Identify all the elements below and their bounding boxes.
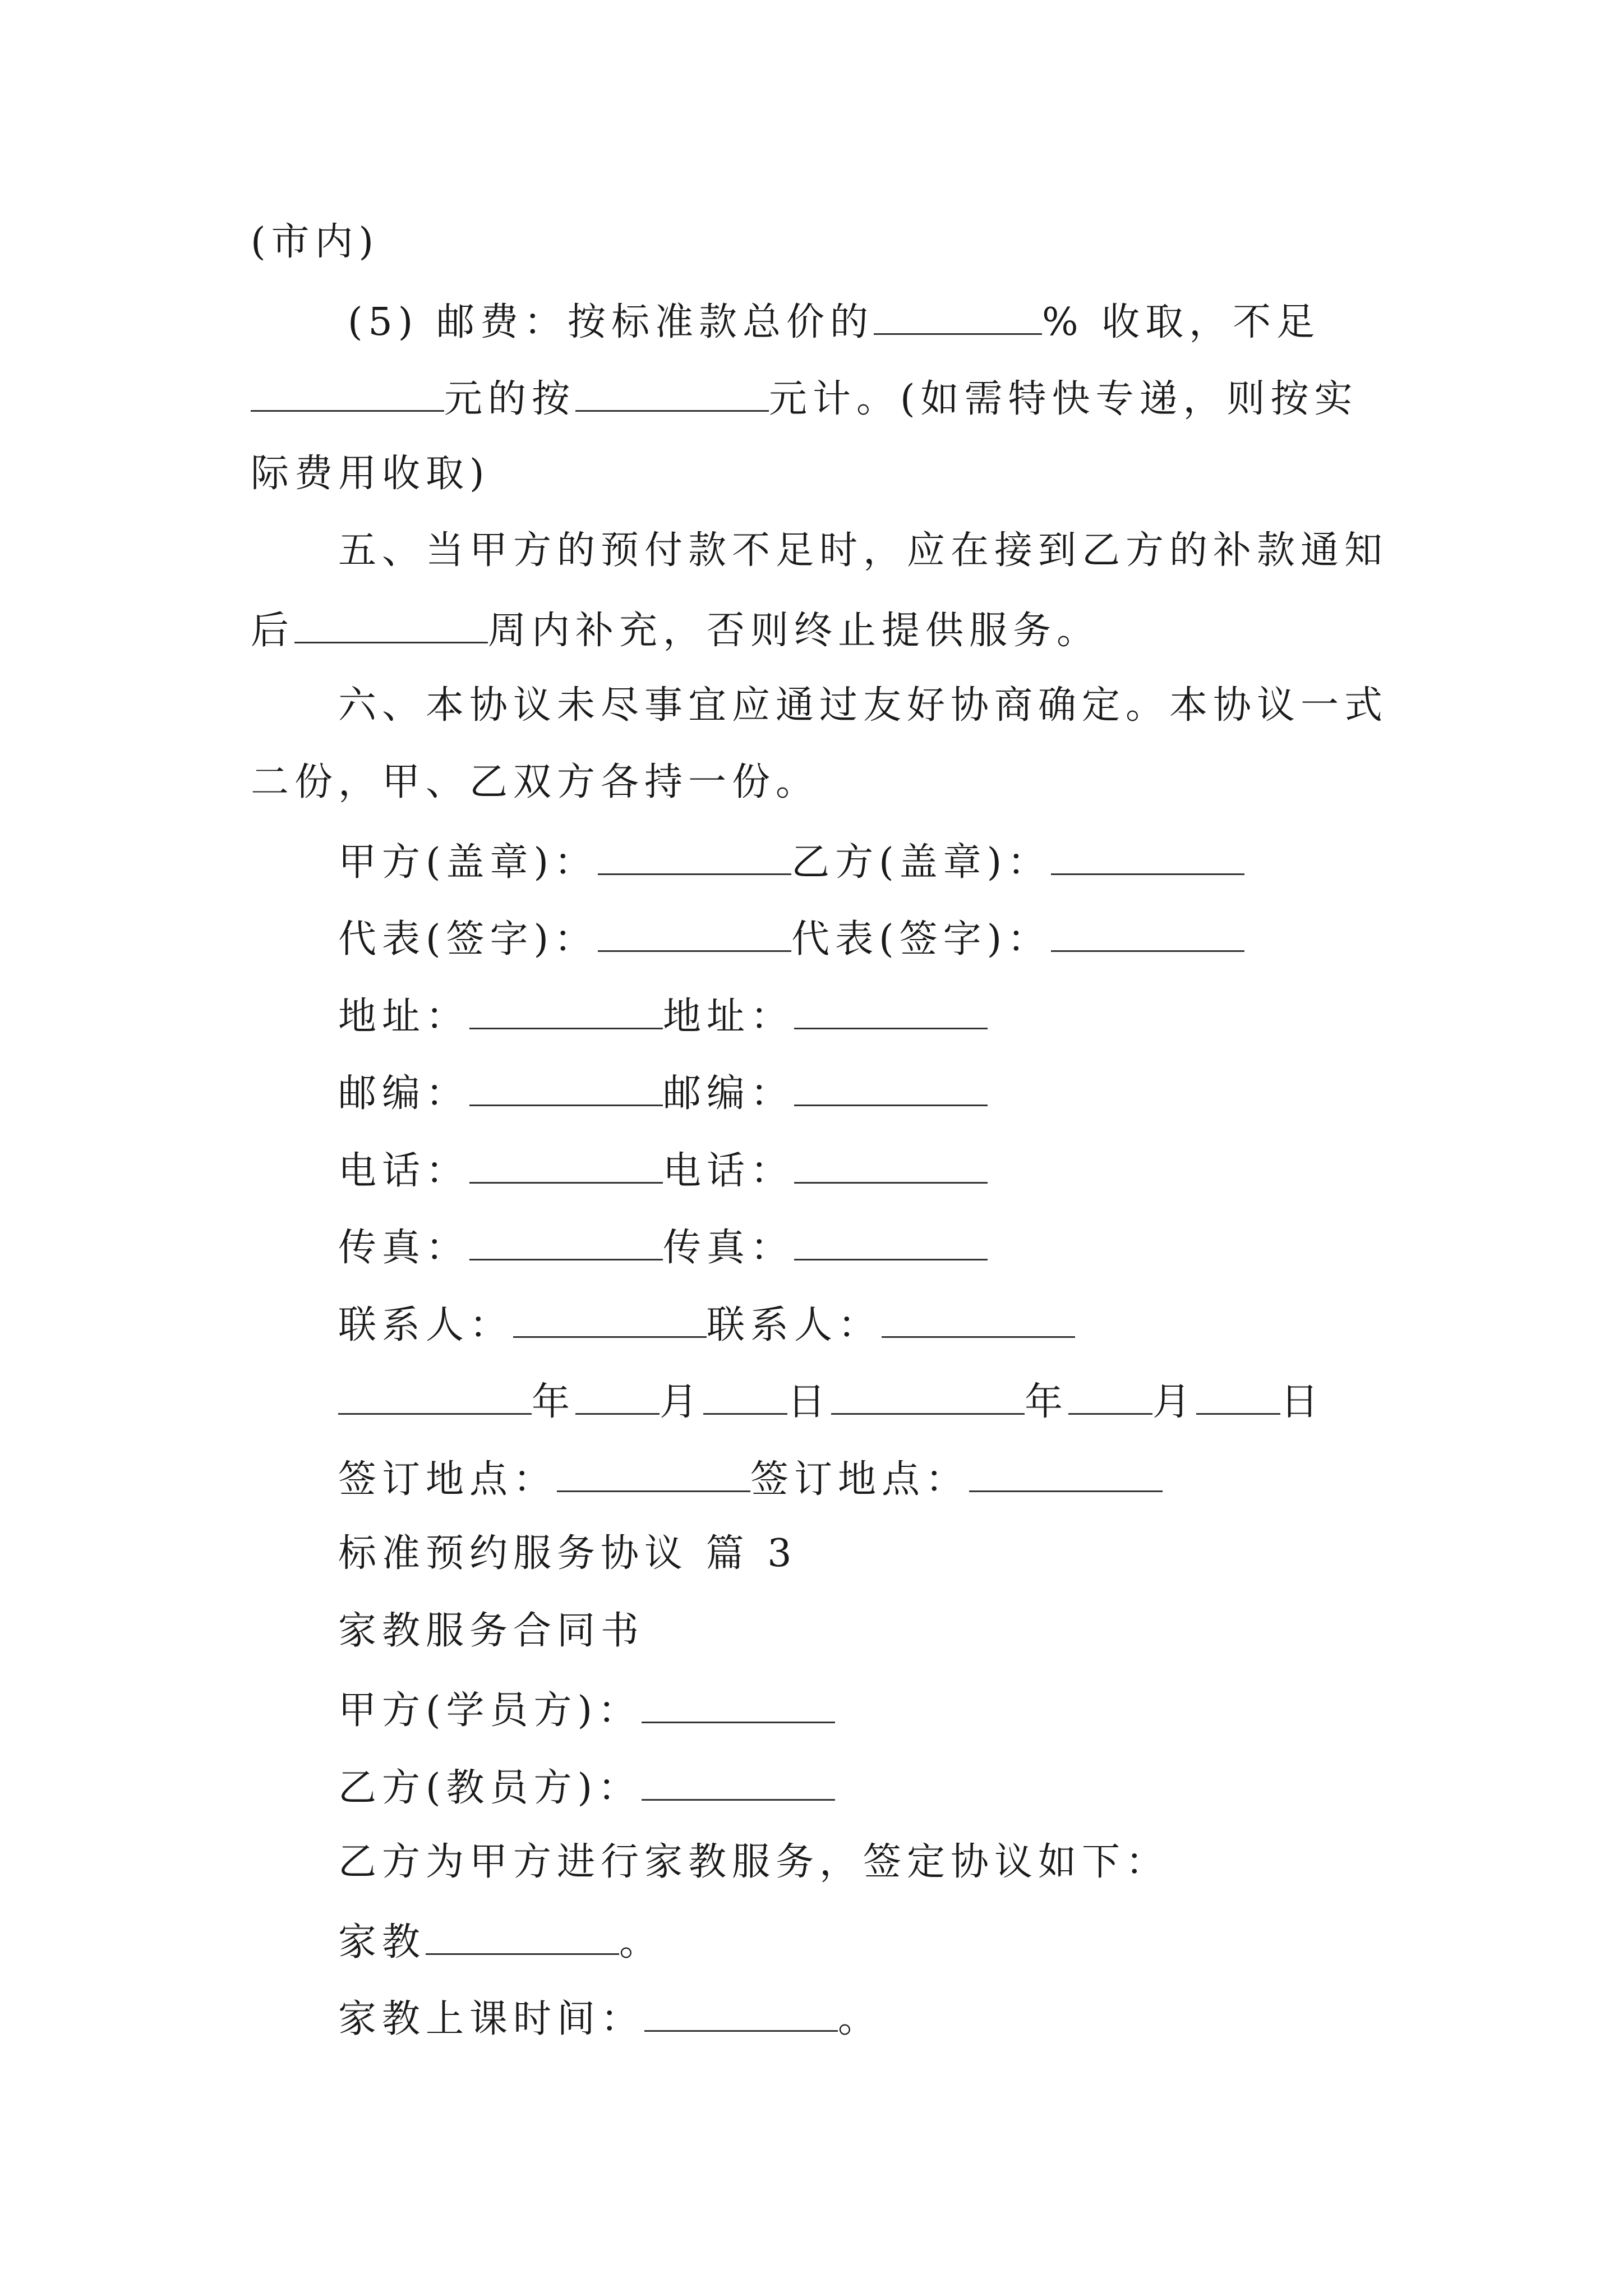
blank-field[interactable] <box>469 1226 663 1260</box>
label: 代表(签字)： <box>791 917 1052 961</box>
blank-field[interactable] <box>338 1381 532 1415</box>
blank-field[interactable] <box>794 1149 988 1184</box>
text: 二份，甲、乙双方各持一份。 <box>251 760 820 804</box>
blank-field[interactable] <box>557 1458 750 1492</box>
text: 标准预约服务协议 篇 3 <box>338 1531 797 1576</box>
text: 家教服务合同书 <box>338 1609 645 1653</box>
blank-field[interactable] <box>513 1304 707 1338</box>
doc-line-4 <box>251 452 490 496</box>
blank-field[interactable] <box>794 995 988 1029</box>
text: (5) 邮费：按标准款总价的 <box>348 300 874 344</box>
label: 签订地点： <box>338 1457 557 1502</box>
text: 后 <box>251 609 295 653</box>
doc-line-5 <box>338 528 1389 573</box>
section-title <box>338 1531 797 1576</box>
text: 元的按 <box>444 377 576 421</box>
label: 电话： <box>663 1149 795 1193</box>
tel-line <box>338 1149 988 1193</box>
text: 。 <box>619 1920 663 1964</box>
label: 代表(签字)： <box>338 917 598 961</box>
label: 月 <box>660 1380 704 1424</box>
blank-field[interactable] <box>294 609 488 643</box>
text: (市内) <box>251 220 380 264</box>
party-a-line <box>338 1688 835 1733</box>
doc-line-6 <box>251 609 1101 653</box>
blank-field[interactable] <box>1051 918 1244 952</box>
text: 五、当甲方的预付款不足时，应在接到乙方的补款通知 <box>338 528 1389 573</box>
blank-field[interactable] <box>703 1381 787 1415</box>
text: % 收取，不足 <box>1041 300 1321 344</box>
intro-line <box>338 1840 1170 1884</box>
label: 乙方(教员方)： <box>338 1766 642 1810</box>
blank-field[interactable] <box>469 1149 663 1184</box>
contact-line <box>338 1304 1075 1345</box>
blank-field[interactable] <box>831 1381 1025 1415</box>
blank-field[interactable] <box>642 1689 835 1723</box>
blank-field[interactable] <box>426 1921 619 1955</box>
blank-field[interactable] <box>644 1998 838 2032</box>
blank-field[interactable] <box>882 1304 1075 1338</box>
contract-title <box>338 1609 645 1653</box>
label: 甲方(学员方)： <box>338 1688 642 1733</box>
label: 联系人： <box>707 1303 882 1347</box>
label: 电话： <box>338 1149 470 1193</box>
label: 家教 <box>338 1920 426 1964</box>
label: 日 <box>1280 1380 1325 1424</box>
label: 联系人： <box>338 1303 514 1347</box>
date-line <box>338 1380 1325 1424</box>
blank-field[interactable] <box>469 995 663 1029</box>
blank-field[interactable] <box>874 301 1042 335</box>
label: 传真： <box>663 1226 795 1270</box>
label: 年 <box>1025 1380 1069 1424</box>
zip-line <box>338 1071 988 1116</box>
text: 际费用收取) <box>251 452 490 496</box>
rep-line <box>338 918 1244 959</box>
label: 家教上课时间： <box>338 1997 645 2041</box>
label: 邮编： <box>338 1071 470 1116</box>
time-line <box>338 1998 882 2039</box>
fax-line <box>338 1226 988 1270</box>
text: 。 <box>838 1997 882 2041</box>
address-line <box>338 995 988 1039</box>
blank-field[interactable] <box>794 1072 988 1106</box>
text: 元计。(如需特快专递，则按实 <box>769 377 1358 421</box>
label: 月 <box>1152 1380 1197 1424</box>
label: 邮编： <box>663 1071 795 1116</box>
party-b-line <box>338 1766 835 1810</box>
doc-line-2 <box>348 301 1320 342</box>
label: 日 <box>787 1380 832 1424</box>
doc-line-1 <box>251 220 380 264</box>
blank-field[interactable] <box>969 1458 1163 1492</box>
text: 六、本协议未尽事宜应通过友好协商确定。本协议一式 <box>338 683 1389 728</box>
tutor-line <box>338 1921 663 1962</box>
label: 传真： <box>338 1226 470 1270</box>
place-line <box>338 1457 1163 1502</box>
doc-line-8 <box>251 760 820 804</box>
blank-field[interactable] <box>794 1226 988 1260</box>
text: 周内补充，否则终止提供服务。 <box>488 609 1101 653</box>
blank-field[interactable] <box>642 1766 835 1801</box>
seal-line <box>338 840 1244 885</box>
label: 乙方(盖章)： <box>791 840 1052 885</box>
doc-line-7 <box>338 683 1389 728</box>
blank-field[interactable] <box>251 378 444 412</box>
blank-field[interactable] <box>1051 841 1244 875</box>
text: 乙方为甲方进行家教服务，签定协议如下： <box>338 1840 1170 1884</box>
label: 地址： <box>338 995 470 1039</box>
blank-field[interactable] <box>598 918 791 952</box>
blank-field[interactable] <box>469 1072 663 1106</box>
label: 甲方(盖章)： <box>338 840 598 885</box>
label: 年 <box>532 1380 576 1424</box>
label: 地址： <box>663 995 795 1039</box>
blank-field[interactable] <box>1196 1381 1280 1415</box>
blank-field[interactable] <box>598 841 791 875</box>
blank-field[interactable] <box>1068 1381 1152 1415</box>
doc-line-3 <box>251 377 1358 421</box>
blank-field[interactable] <box>575 378 769 412</box>
blank-field[interactable] <box>575 1381 660 1415</box>
label: 签订地点： <box>750 1457 970 1502</box>
